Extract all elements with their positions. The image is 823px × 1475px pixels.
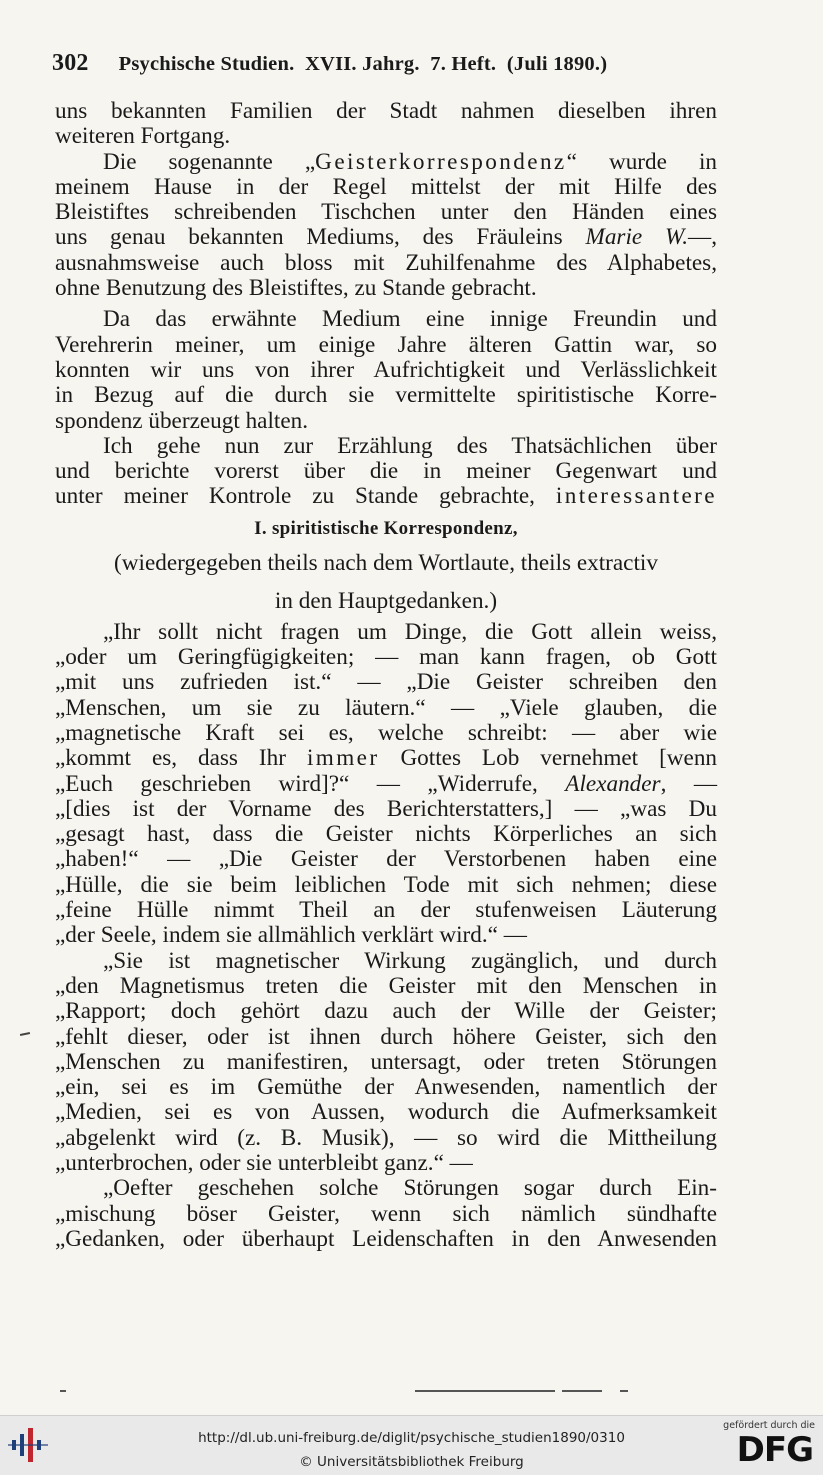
text-line: Ich gehe nun zur Erzählung des Thatsächlichen über xyxy=(103,432,717,459)
library-logo-icon xyxy=(8,1424,48,1464)
text-run: —, xyxy=(688,224,717,251)
text-line: „gesagt hast, dass die Geister nichts Körperliches an sich xyxy=(55,821,717,848)
text-run: Gottes Lob vernehmet [wenn xyxy=(400,745,718,772)
spaced-term: Geisterkorrespondenz xyxy=(315,148,567,175)
source-url-link[interactable]: http://dl.ub.uni-freiburg.de/diglit/psychische_studien1890/0310 xyxy=(198,1430,625,1446)
text-line: „Medien, sei es von Aussen, wodurch die Aufmerksamkeit xyxy=(55,1099,717,1126)
text-run: unter meiner Kontrole zu Stande gebrachte, xyxy=(55,483,535,510)
text-line: „unterbrochen, oder sie unterbleibt ganz.“ — xyxy=(55,1149,473,1176)
dfg-wordmark: DFG xyxy=(736,1430,813,1470)
text-line: „Menschen zu manifestiren, untersagt, oder treten Störungen xyxy=(55,1048,717,1075)
subheading-line: (wiedergegeben theils nach dem Wortlaute, theils extractiv xyxy=(114,549,658,576)
text-line: „der Seele, indem sie allmählich verklärt wird.“ — xyxy=(55,922,527,949)
spaced-term: immer xyxy=(306,745,380,772)
margin-mark xyxy=(20,1032,30,1036)
text-line: „Rapport; doch gehört dazu auch der Wille der Geister; xyxy=(55,998,717,1025)
text-line xyxy=(55,746,717,771)
section-heading: I. spiritistische Korrespondenz, xyxy=(254,517,518,539)
text-line xyxy=(55,225,717,250)
text-line: Da das erwähnte Medium eine innige Freundin und xyxy=(103,306,717,333)
text-line: „mischung böser Geister, wenn sich nämlich sündhafte xyxy=(55,1200,717,1227)
text-line xyxy=(55,150,717,175)
running-title: Psychische Studien. XVII. Jahrg. 7. Heft. (Juli 1890.) xyxy=(118,53,608,75)
text-line xyxy=(55,772,717,797)
text-line: „haben!“ — „Die Geister der Verstorbenen haben eine xyxy=(55,846,717,873)
copyright-notice: © Universitätsbibliothek Freiburg xyxy=(299,1454,524,1470)
text-line: „Ihr sollt nicht fragen um Dinge, die Gott allein weiss, xyxy=(103,618,717,645)
page-body xyxy=(55,99,717,1252)
text-line: „Gedanken, oder überhaupt Leidenschaften in den Anwesenden xyxy=(55,1225,717,1252)
text-line: „magnetische Kraft sei es, welche schreibt: — aber wie xyxy=(55,719,717,746)
text-line: spondenz überzeugt halten. xyxy=(55,407,309,434)
text-line: „den Magnetismus treten die Geister mit den Menschen in xyxy=(55,972,717,999)
text-line: „feine Hülle nimmt Theil an der stufenweisen Läuterung xyxy=(55,897,717,924)
text-run: “ wurde in xyxy=(566,148,717,175)
text-line: „Menschen, um sie zu läutern.“ — „Viele glauben, die xyxy=(55,694,717,721)
dfg-logo xyxy=(723,1420,815,1470)
page-number: 302 xyxy=(52,50,89,76)
running-header xyxy=(52,50,724,84)
signature-marks xyxy=(60,1390,630,1392)
text-line: „oder um Geringfügigkeiten; — man kann fragen, ob Gott xyxy=(55,644,717,671)
text-line: „Oefter geschehen solche Störungen sogar durch Ein- xyxy=(103,1175,717,1202)
spaced-term: interessantere xyxy=(555,483,717,510)
text-line: ausnahmsweise auch bloss mit Zuhilfenahme des Alphabetes, xyxy=(55,249,717,276)
text-run: , — xyxy=(660,770,717,797)
text-line: „ein, sei es im Gemüthe der Anwesenden, namentlich der xyxy=(55,1074,717,1101)
text-line: in Bezug auf die durch sie vermittelte spiritistische Korre- xyxy=(55,382,717,409)
text-run: „Euch geschrieben wird]?“ — „Widerrufe, xyxy=(55,770,538,797)
text-line: Bleistiftes schreibenden Tischchen unter den Händen eines xyxy=(55,199,717,226)
text-line: Verehrerin meiner, um einige Jahre älteren Gattin war, so xyxy=(55,331,717,358)
text-line: und berichte vorerst über die in meiner Gegenwart und xyxy=(55,458,717,485)
subheading-line: in den Hauptgedanken.) xyxy=(274,587,498,614)
name-italic: Marie W. xyxy=(585,224,689,251)
text-line: ohne Benutzung des Bleistiftes, zu Stande gebracht. xyxy=(55,275,537,302)
text-line: „fehlt dieser, oder ist ihnen durch höhere Geister, sich den xyxy=(55,1023,717,1050)
text-line xyxy=(55,484,717,509)
viewer-footer-bar xyxy=(0,1415,823,1475)
text-line: „[dies ist der Vorname des Berichterstatters,] — „was Du xyxy=(55,795,717,822)
text-line: „mit uns zufrieden ist.“ — „Die Geister schreiben den xyxy=(55,669,717,696)
dfg-caption: gefördert durch die xyxy=(723,1420,815,1431)
text-line: uns bekannten Familien der Stadt nahmen dieselben ihren xyxy=(55,98,717,124)
text-line: meinem Hause in der Regel mittelst der mit Hilfe des xyxy=(55,173,717,200)
name-italic: Alexander xyxy=(565,770,661,797)
text-line: „Sie ist magnetischer Wirkung zugänglich, und durch xyxy=(103,947,717,974)
text-run: uns genau bekannten Mediums, des Fräuleins xyxy=(55,224,563,251)
text-line: konnten wir uns von ihrer Aufrichtigkeit und Verlässlichkeit xyxy=(55,356,717,383)
text-line: weiteren Fortgang. xyxy=(55,123,231,150)
text-line: „abgelenkt wird (z. B. Musik), — so wird die Mittheilung xyxy=(55,1124,717,1151)
text-run: „kommt es, dass Ihr xyxy=(55,745,286,772)
text-run: Die sogenannte „ xyxy=(103,148,316,175)
text-line: „Hülle, die sie beim leiblichen Tode mit sich nehmen; diese xyxy=(55,871,717,898)
